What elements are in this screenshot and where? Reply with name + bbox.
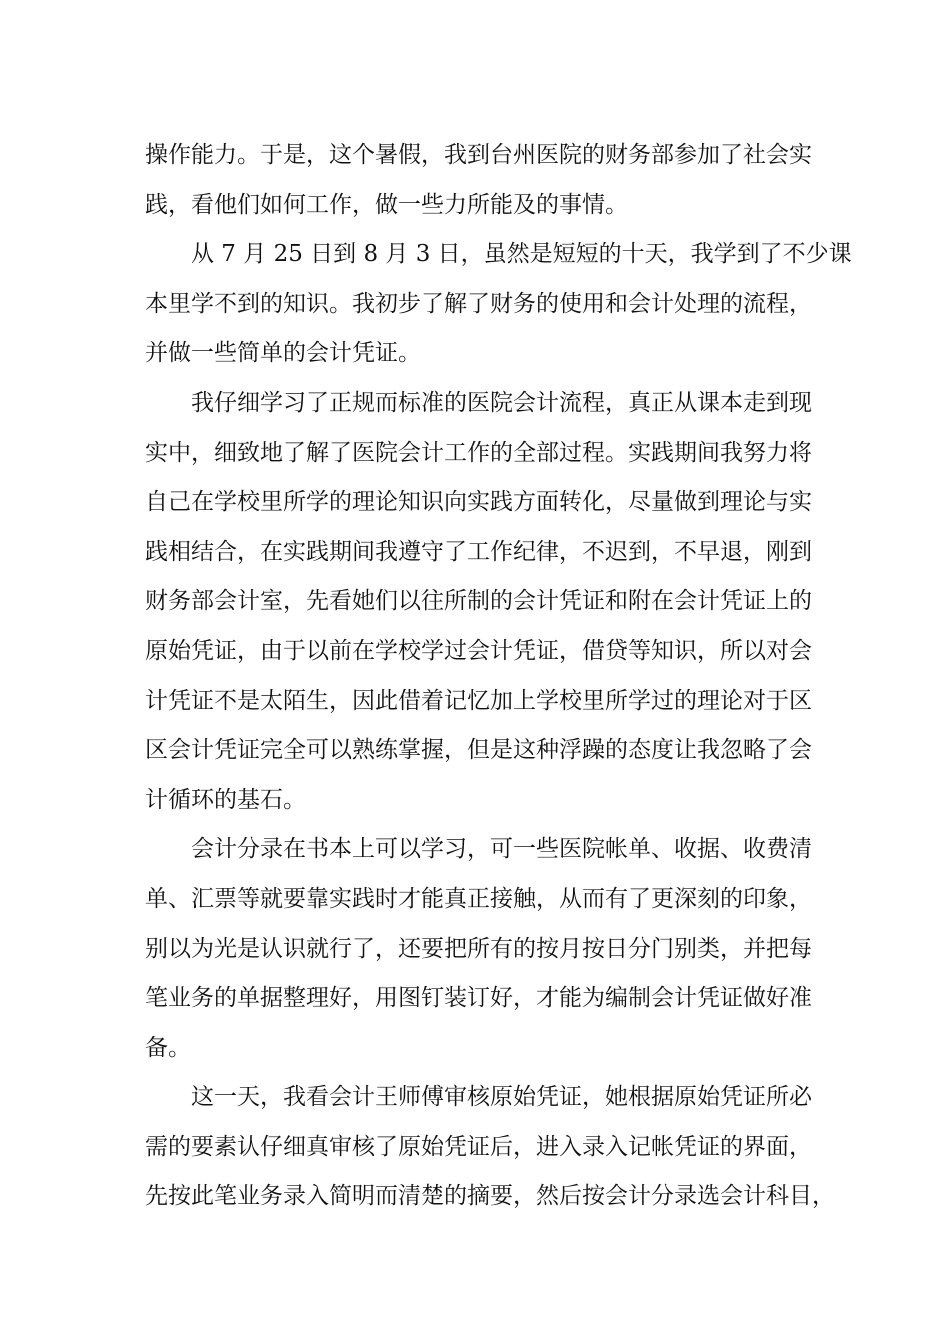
paragraph-line: 区会计凭证完全可以熟练掌握，但是这种浮躁的态度让我忽略了会 xyxy=(145,737,812,764)
paragraph-line: 践相结合，在实践期间我遵守了工作纪律，不迟到，不早退，刚到 xyxy=(145,538,812,565)
paragraph-2 xyxy=(145,230,852,379)
paragraph-3 xyxy=(145,379,815,825)
paragraph-1 xyxy=(145,131,815,230)
paragraph-line: 单、汇票等就要靠实践时才能真正接触，从而有了更深刻的印象， xyxy=(145,885,812,912)
paragraph-line: 先按此笔业务录入简明而清楚的摘要，然后按会计分录选会计科目， xyxy=(145,1183,835,1210)
paragraph-line: 并做一些简单的会计凭证。 xyxy=(145,340,421,367)
paragraph-5 xyxy=(145,1073,835,1222)
paragraph-line: 备。 xyxy=(145,1034,191,1061)
paragraph-line: 会计分录在书本上可以学习，可一些医院帐单、收据、收费清 xyxy=(191,836,812,863)
paragraph-line: 这一天，我看会计王师傅审核原始凭证，她根据原始凭证所必 xyxy=(191,1084,812,1111)
paragraph-line: 我仔细学习了正规而标准的医院会计流程，真正从课本走到现 xyxy=(191,389,812,416)
paragraph-line: 财务部会计室，先看她们以往所制的会计凭证和附在会计凭证上的 xyxy=(145,588,812,615)
paragraph-line: 自己在学校里所学的理论知识向实践方面转化，尽量做到理论与实 xyxy=(145,489,812,516)
paragraph-line: 计凭证不是太陌生，因此借着记忆加上学校里所学过的理论对于区 xyxy=(145,687,812,714)
paragraph-line: 原始凭证，由于以前在学校学过会计凭证，借贷等知识，所以对会 xyxy=(145,637,812,664)
paragraph-line: 计循环的基石。 xyxy=(145,786,306,813)
paragraph-line: 笔业务的单据整理好，用图钉装订好，才能为编制会计凭证做好准 xyxy=(145,985,812,1012)
paragraph-line: 需的要素认仔细真审核了原始凭证后，进入录入记帐凭证的界面， xyxy=(145,1133,812,1160)
paragraph-line: 实中，细致地了解了医院会计工作的全部过程。实践期间我努力将 xyxy=(145,439,812,466)
paragraph-4 xyxy=(145,825,815,1073)
paragraph-line: 践，看他们如何工作，做一些力所能及的事情。 xyxy=(145,191,628,218)
paragraph-line: 从 7 月 25 日到 8 月 3 日，虽然是短短的十天，我学到了不少课 xyxy=(191,241,852,268)
paragraph-line: 操作能力。于是，这个暑假，我到台州医院的财务部参加了社会实 xyxy=(145,142,812,168)
paragraph-line: 本里学不到的知识。我初步了解了财务的使用和会计处理的流程， xyxy=(145,290,812,317)
document-body xyxy=(145,131,852,1222)
paragraph-line: 别以为光是认识就行了，还要把所有的按月按日分门别类，并把每 xyxy=(145,935,812,962)
